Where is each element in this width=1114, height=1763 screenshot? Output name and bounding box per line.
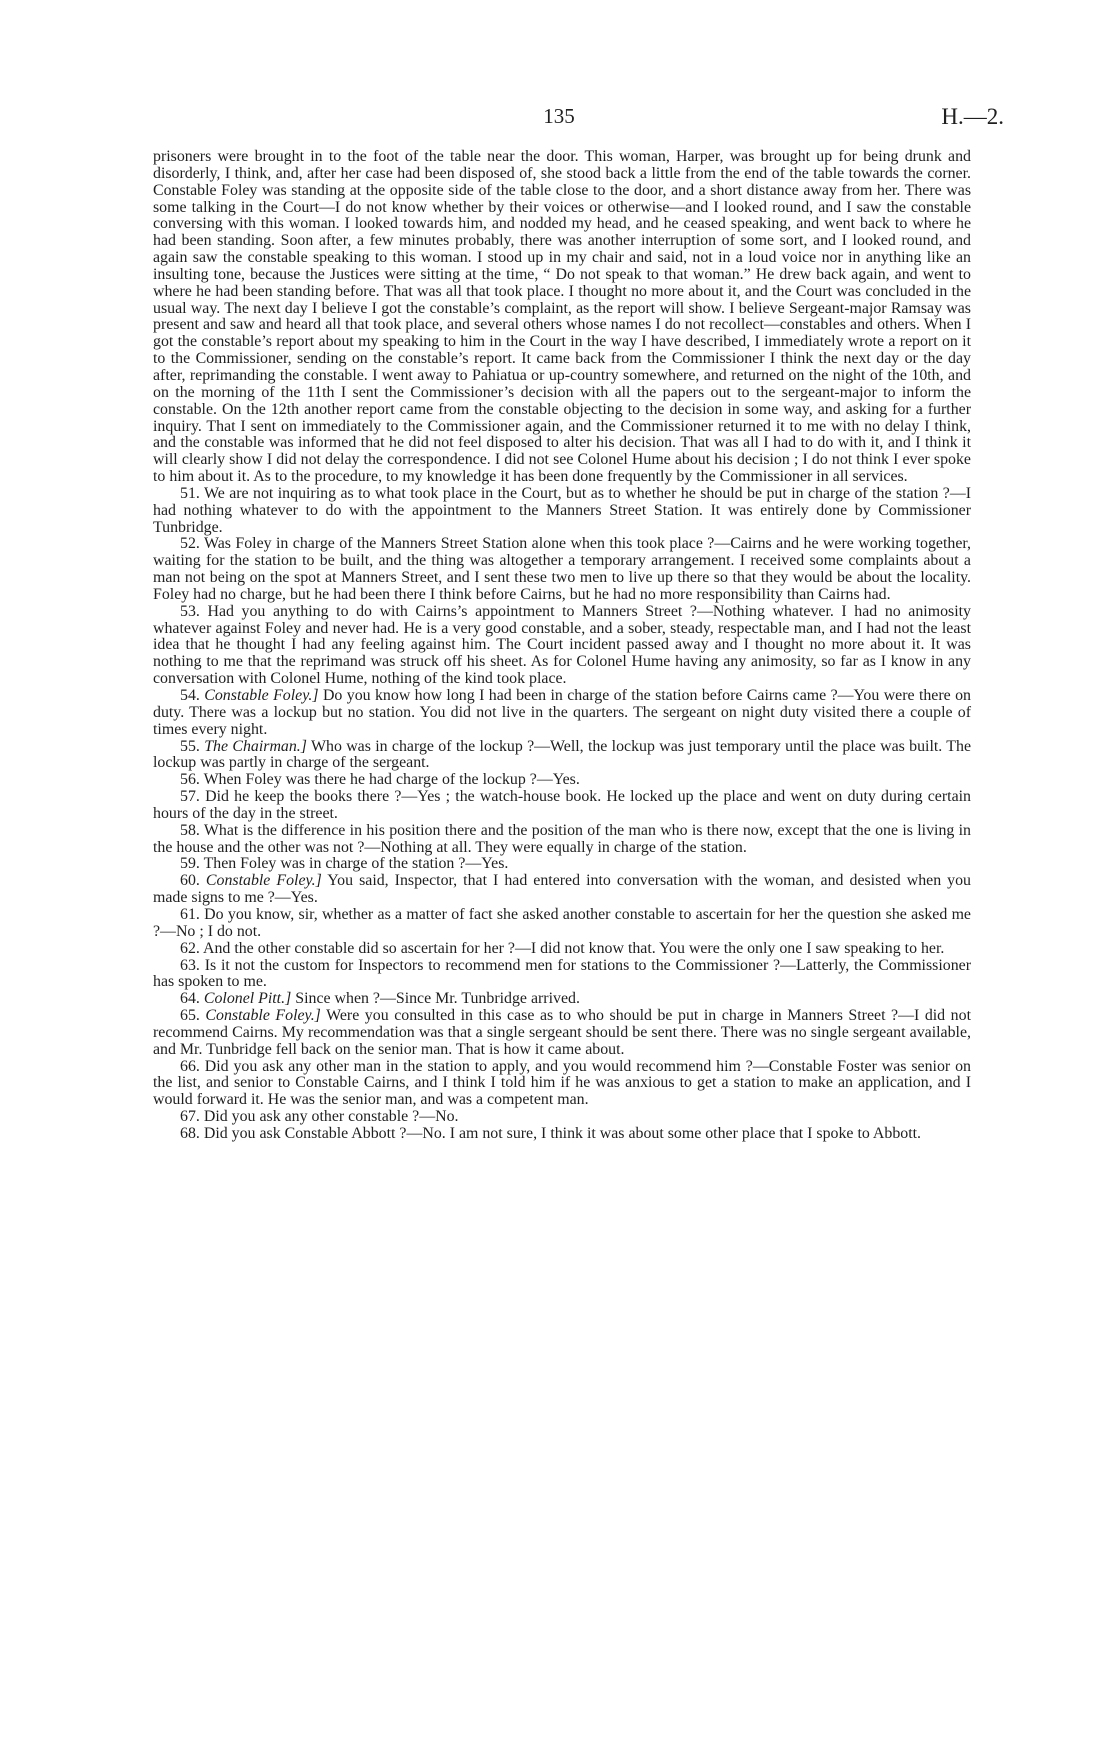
- speaker-label: Constable Foley.]: [205, 1007, 321, 1025]
- page-number: 135: [543, 104, 575, 128]
- question-65: 65. Constable Foley.] Were you consulted in this case as to who should be put in charge in Manners Street ?—I did not recommend Cairns. My recommendation was that a single sergeant should be sent there. There was no single sergeant available, and Mr. Tunbridge fell back on the senior man. That is how it came about.: [153, 1007, 971, 1058]
- speaker-label: Constable Foley.]: [205, 872, 322, 890]
- question-58: 58. What is the difference in his position there and the position of the man who is there now, except that the one is living in the house and the other was not ?—Nothing at all. They were equally in charge of the station.: [153, 821, 972, 856]
- speaker-label: Constable Foley.]: [204, 687, 319, 704]
- question-63: 63. Is it not the custom for Inspectors to recommend men for stations to the Commissioner ?—Latterly, the Commissioner has spoken to me.: [153, 956, 971, 991]
- question-62: 62. And the other constable did so ascertain for her ?—I did not know that. You were the only one I saw speaking to her.: [180, 939, 945, 957]
- question-52: 52. Was Foley in charge of the Manners Street Station alone when this took place ?—Cairns and he were working together, waiting for the station to be built, and the thing was altogether a temporary arrangement. I received some complaints about a man not being on the spot at Manners Street, and I sent these two men to live up there so that they would be about the locality. Foley had no charge, but he had been there I think before Cairns, but he had no more responsibility than Cairns had.: [153, 535, 971, 603]
- document-series-code: H.—2.: [941, 104, 1004, 129]
- question-61: 61. Do you know, sir, whether as a matter of fact she asked another constable to ascertain for her the question she asked me ?—No ; I do not.: [153, 905, 971, 940]
- question-68: 68. Did you ask Constable Abbott ?—No. I am not sure, I think it was about some other place that I spoke to Abbott.: [180, 1124, 922, 1142]
- question-57: 57. Did he keep the books there ?—Yes ; the watch-house book. He locked up the place and went on duty during certain hours of the day in the street.: [153, 788, 971, 822]
- question-66: 66. Did you ask any other man in the station to apply, and you would recommend him ?—Constable Foster was senior on the list, and senior to Constable Cairns, and I think I told him if he was anxious to get a station to make an application, and I would forward it. He was the senior man, and was a competent man.: [153, 1057, 971, 1109]
- speaker-label: Colonel Pitt.]: [203, 990, 292, 1008]
- question-51: 51. We are not inquiring as to what took place in the Court, but as to whether he should be put in charge of the station ?—I had nothing whatever to do with the appointment to the Manners Street Station. It was entirely done by Commissioner Tunbridge.: [153, 484, 971, 536]
- question-67: 67. Did you ask any other constable ?—No.: [180, 1108, 459, 1126]
- question-53: 53. Had you anything to do with Cairns’s appointment to Manners Street ?—Nothing whatever. I had no animosity whatever against Foley and never had. He is a very good constable, and a sober, steady, respectable man, and I had not the least idea that he thought I had any feeling against him. The Court incident passed away and I thought no more about it. It was nothing to me that the reprimand was struck off his sheet. As for Colonel Hume having any animosity, so far as I know in any conversation with Colonel Hume, nothing of the kind took place.: [153, 602, 971, 688]
- paragraph-continuation: prisoners were brought in to the foot of the table near the door. This woman, Harper, was brought up for being drunk and disorderly, I think, and, after her case had been disposed of, she stood back a little from the end of the table towards the corner. Constable Foley was standing at the opposite side of the table close to the door, and a short distance away from her. There was some talking in the Court—I do not know whether by their voices or otherwise—and I looked round, and I saw the constable conversing with this woman. I looked towards him, and nodded my head, and he ceased speaking, and went back to where he had been standing. Soon after, a few minutes probably, there was another interruption of some sort, and I looked round, and again saw the constable speaking to this woman. I stood up in my chair and said, not in a loud voice nor in anything like an insulting tone, because the Justices were sitting at the time, “ Do not speak to that woman.” He drew back again, and went to where he had been standing before. That was all that took place. I thought no more about it, and the Court was concluded in the usual way. The next day I believe I got the constable’s complaint, as the report will show. I believe Sergeant-major Ramsay was present and saw and heard all that took place, and several others whose names I do not recollect—constables and others. When I got the constable’s report about my speaking to him in the Court in the way I have described, I immediately wrote a report on it to the Commissioner, sending on the constable’s report. It came back from the Commissioner I think the next day or the day after, reprimanding the constable. I went away to Pahiatua or up-country somewhere, and returned on the night of the 10th, and on the morning of the 11th I sent the Commissioner’s decision with all the papers out to the sergeant-major to inform the constable. On the 12th another report came from the constable objecting to the decision in some way, and asking for a further inquiry. That I sent on immediately to the Commissioner again, and the Commissioner returned it to me with no delay I think, and the constable was informed that he did not feel disposed to alter his decision. That was all I had to do with it, and I think it will clearly show I did not delay the correspondence. I did not see Colonel Hume about his decision ; I do not think I ever spoke to him about it. As to the procedure, to my knowledge it has been done frequently by the Commissioner in all services.: [153, 148, 971, 486]
- question-59: 59. Then Foley was in charge of the station ?—Yes.: [180, 855, 509, 873]
- question-60: 60. Constable Foley.] You said, Inspector, that I had entered into conversation with the woman, and desisted when you made signs to me ?—Yes.: [153, 872, 971, 907]
- question-55: 55. The Chairman.] Who was in charge of the lockup ?—Well, the lockup was just temporary until the place was built. The lockup was partly in charge of the sergeant.: [153, 737, 972, 772]
- speaker-label: The Chairman.]: [204, 737, 307, 755]
- evidence-body: [153, 149, 971, 1143]
- question-54: 54. Constable Foley.] Do you know how long I had been in charge of the station before Cairns came ?—You were there on duty. There was a lockup but no station. You did not live in the quarters. The sergeant on night duty visited there a couple of times every night.: [153, 687, 971, 738]
- question-56: 56. When Foley was there he had charge of the lockup ?—Yes.: [180, 771, 580, 789]
- question-64: 64. Colonel Pitt.] Since when ?—Since Mr. Tunbridge arrived.: [180, 990, 580, 1008]
